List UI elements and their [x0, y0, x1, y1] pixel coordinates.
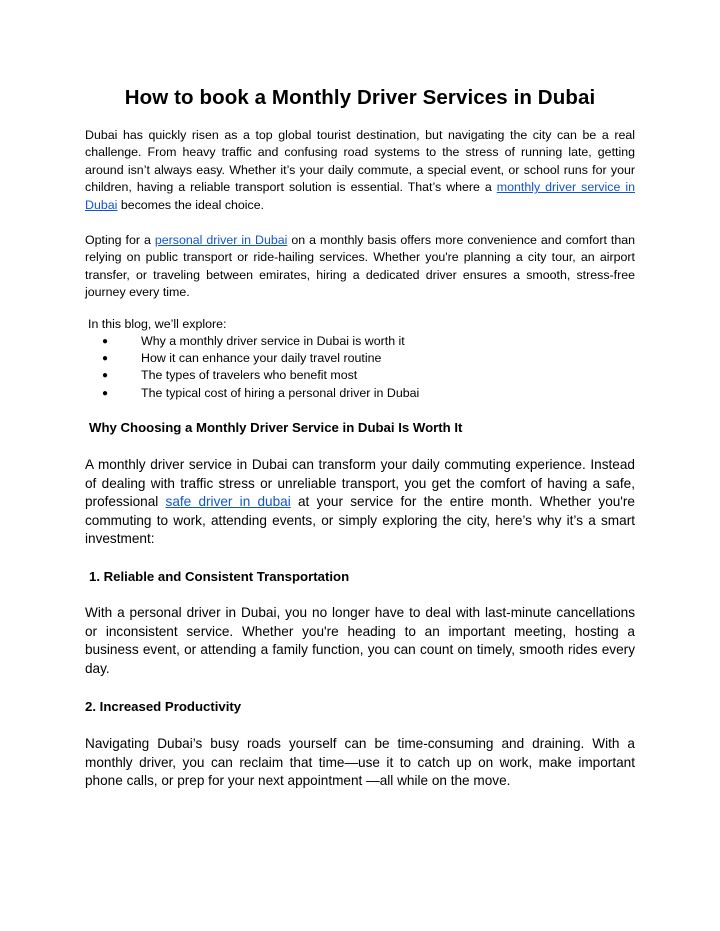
list-item-text: Why a monthly driver service in Dubai is worth it — [141, 334, 405, 348]
opting-text: Opting for a — [85, 233, 155, 247]
list-item-text: How it can enhance your daily travel routine — [141, 351, 382, 366]
opting-paragraph — [85, 232, 635, 302]
page-title: How to book a Monthly Driver Services in Dubai — [124, 86, 596, 109]
intro-text-end: becomes the ideal choice. — [117, 197, 265, 212]
safe-driver-link[interactable]: safe driver in dubai — [165, 494, 291, 510]
list-item-text: The types of travelers who benefit most — [141, 368, 358, 383]
personal-driver-link[interactable]: personal driver in Dubai — [154, 233, 288, 247]
monthly-driver-service-link[interactable]: monthly driver service in Dubai — [85, 180, 635, 212]
section-why-heading: Why Choosing a Monthly Driver Service in Dubai Is Worth It — [89, 420, 463, 435]
section-1-heading: 1. Reliable and Consistent Transportation — [89, 569, 350, 584]
bullet-icon: ● — [102, 353, 109, 365]
bullet-icon: ● — [102, 370, 109, 382]
explore-list — [85, 333, 635, 402]
list-item — [85, 385, 635, 402]
section-2-paragraph: Navigating Dubai’s busy roads yourself can be time-consuming and draining. With a monthly driver, you can reclaim that time—use it to catch up on work, make important phone calls, or prep for your next appointment —all while on the move. — [85, 736, 635, 789]
section-why-text-end: at your service for the entire month. Whether you're commuting to work, attending events, or simply exploring the city, here’s why it’s a smart investment: — [85, 494, 635, 547]
list-item — [85, 367, 635, 384]
bullet-icon: ● — [102, 336, 109, 347]
opting-text-end: on a monthly basis offers more convenience and comfort than relying on public transport or ride-hailing services. Whether you're planning a city tour, an airport transfer, or traveling between emirates, hiring a dedicated driver ensures a smooth, stress-free journey every time. — [85, 233, 636, 300]
section-1-paragraph: With a personal driver in Dubai, you no longer have to deal with last-minute cancellations or inconsistent service. Whether you're heading to an important meeting, hosting a business event, or attending a family function, you can count on timely, smooth rides every day. — [85, 605, 635, 676]
explore-lead: In this blog, we’ll explore: — [88, 317, 227, 331]
intro-text: Dubai has quickly risen as a top global tourist destination, but navigating the city can be a real challenge. From heavy traffic and confusing road systems to the stress of running late, getting around isn’t always easy. Whether it’s your daily commute, a special event, or school runs for your children, having a reliable transport solution is essential. That’s where a — [85, 128, 635, 195]
bullet-icon: ● — [102, 387, 109, 399]
section-why-text: A monthly driver service in Dubai can transform your daily commuting experience. Instead of dealing with traffic stress or unreliable transport, you get the comfort of having a safe, professional — [85, 457, 635, 510]
list-item — [85, 333, 635, 350]
section-why-paragraph — [85, 456, 635, 549]
list-item-text: The typical cost of hiring a personal driver in Dubai — [141, 385, 420, 400]
section-2-heading: 2. Increased Productivity — [85, 699, 242, 714]
intro-paragraph — [85, 127, 635, 214]
list-item — [85, 350, 635, 367]
